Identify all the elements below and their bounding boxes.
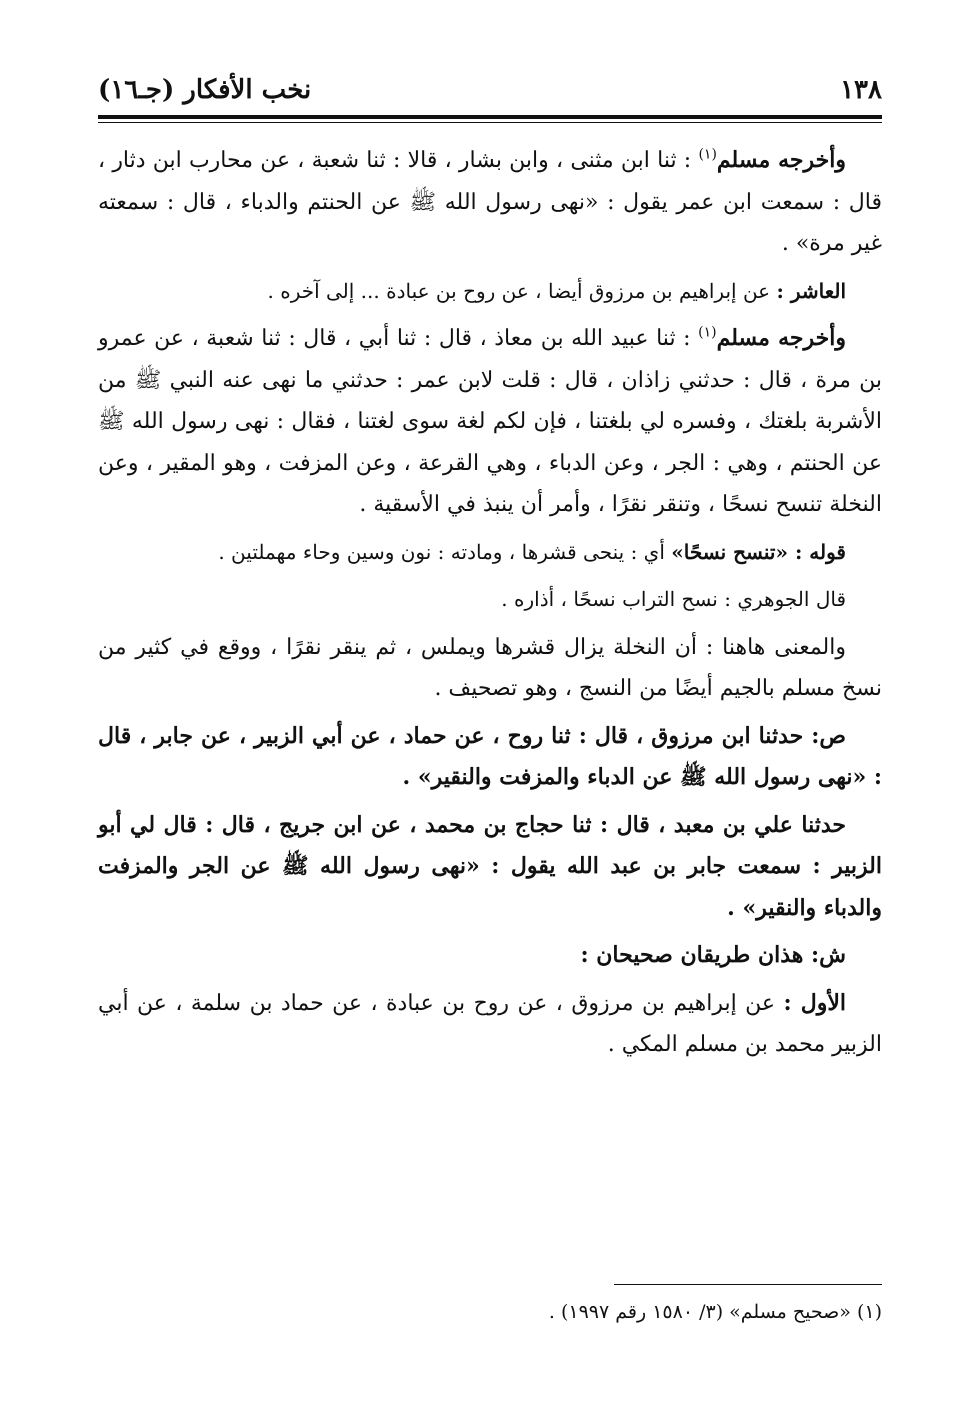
paragraph <box>98 532 882 574</box>
book-title: نخب الأفكار (جـ١٦) <box>98 75 312 105</box>
main-text <box>98 140 882 1072</box>
paragraph-text: عن إبراهيم بن مرزوق ، عن روح بن عبادة ، عن حماد بن سلمة ، عن أبي الزبير محمد بن مسلم المكي . <box>98 990 882 1057</box>
header-rule-thick <box>98 115 882 119</box>
paragraph <box>98 935 882 977</box>
footnote-marker: (١) <box>698 146 717 163</box>
paragraph <box>98 318 882 526</box>
header-rule-thin <box>98 122 882 123</box>
paragraph-text: : ثنا عبيد الله بن معاذ ، قال : ثنا أبي ، قال : ثنا شعبة ، عن عمرو بن مرة ، قال : حدثني زاذان ، قال : قلت لابن عمر : حدثني ما نهى عنه النبي ﷺ من الأشربة بلغتك ، وفسره لي بلغتنا ، فإن لكم لغة سوى لغتنا ، فقال : نهى رسول الله ﷺ عن الحنتم ، وهي : الجر ، وعن الدباء ، وهي القرعة ، وعن المزفت ، وهو المقير ، وعن النخلة تنسح نسحًا ، وتنقر نقرًا ، وأمر أن ينبذ في الأسقية . <box>98 326 882 517</box>
footnote-marker: (١) <box>698 324 717 341</box>
page-header <box>98 70 882 110</box>
paragraph-text: ص: حدثنا ابن مرزوق ، قال : ثنا روح ، عن حماد ، عن أبي الزبير ، عن جابر ، قال : «نهى رسول الله ﷺ عن الدباء والمزفت والنقير» . <box>98 722 882 790</box>
paragraph-lead: قوله : «تنسح نسحًا» <box>671 539 846 564</box>
paragraph-text: : ثنا ابن مثنى ، وابن بشار ، قالا : ثنا شعبة ، عن محارب ابن دثار ، قال : سمعت ابن عمر يقول : «نهى رسول الله ﷺ عن الحنتم والدباء ، قال : سمعته غير مرة» . <box>98 148 882 256</box>
page-number: ١٣٨ <box>840 75 882 105</box>
paragraph-text: ش: هذان طريقان صحيحان : <box>580 942 846 968</box>
footnote-separator <box>614 1284 882 1285</box>
paragraph-text: قال الجوهري : نسح التراب نسحًا ، أذاره . <box>501 587 846 611</box>
paragraph <box>98 716 882 799</box>
paragraph-lead: وأخرجه مسلم <box>716 325 846 351</box>
paragraph-text: أي : ينحى قشرها ، ومادته : نون وسين وحاء مهملتين . <box>218 539 672 564</box>
paragraph <box>98 140 882 265</box>
paragraph-text: عن إبراهيم بن مرزوق أيضا ، عن روح بن عبادة ... إلى آخره . <box>267 278 777 303</box>
paragraph-text: حدثنا علي بن معبد ، قال : ثنا حجاج بن محمد ، عن ابن جريج ، قال : قال لي أبو الزبير : سمعت جابر بن عبد الله يقول : «نهى رسول الله ﷺ عن الجر والمزفت والدباء والنقير» . <box>98 811 882 921</box>
paragraph-lead: الأول : <box>783 989 846 1016</box>
paragraph <box>98 805 882 930</box>
paragraph-lead: وأخرجه مسلم <box>716 147 846 173</box>
paragraph <box>98 627 882 710</box>
paragraph <box>98 271 882 313</box>
paragraph-text: والمعنى هاهنا : أن النخلة يزال قشرها ويملس ، ثم ينقر نقرًا ، ووقع في كثير من نسخ مسلم بالجيم أيضًا من النسج ، وهو تصحيف . <box>98 634 882 701</box>
paragraph <box>98 579 882 621</box>
paragraph-lead: العاشر : <box>776 278 846 303</box>
paragraph <box>98 983 882 1066</box>
footnote: (١) «صحيح مسلم» (٣/ ١٥٨٠ رقم ١٩٩٧) . <box>548 1301 882 1323</box>
